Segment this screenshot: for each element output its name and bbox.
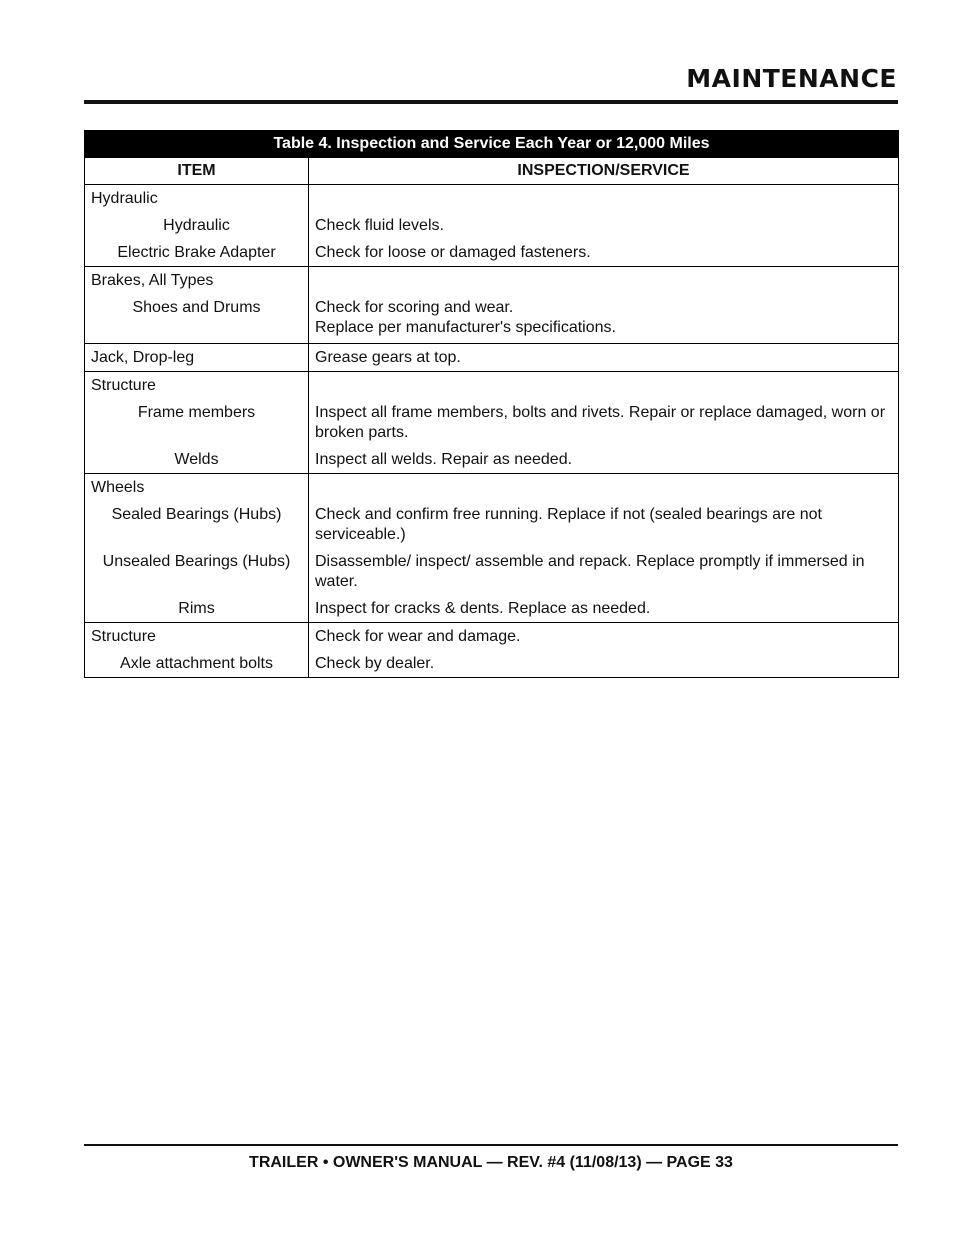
service-cell xyxy=(309,344,899,372)
item-cell xyxy=(85,501,309,548)
service-text: Disassemble/ inspect/ assemble and repack. Replace promptly if immersed in water. xyxy=(315,553,865,590)
service-cell xyxy=(309,399,899,446)
item-cell xyxy=(85,185,309,213)
item-cell xyxy=(85,267,309,295)
table-row xyxy=(85,294,899,344)
service-text: Check for loose or damaged fasteners. xyxy=(315,244,591,261)
service-cell xyxy=(309,548,899,595)
service-text: Check for wear and damage. xyxy=(315,628,521,645)
service-cell xyxy=(309,372,899,400)
item-label: Frame members xyxy=(137,404,256,421)
table-row xyxy=(85,446,899,474)
service-cell xyxy=(309,267,899,295)
table-body xyxy=(85,185,899,678)
service-cell xyxy=(309,294,899,344)
service-cell xyxy=(309,623,899,651)
service-text: Inspect all welds. Repair as needed. xyxy=(315,451,573,468)
section-title: MAINTENANCE xyxy=(686,64,897,93)
service-cell xyxy=(309,650,899,678)
item-cell xyxy=(85,239,309,267)
table-row xyxy=(85,185,899,213)
service-text xyxy=(309,474,898,481)
item-label: Electric Brake Adapter xyxy=(117,244,276,261)
item-label: Axle attachment bolts xyxy=(120,655,273,672)
service-text: Inspect for cracks & dents. Replace as needed. xyxy=(315,600,651,617)
table-row xyxy=(85,344,899,372)
item-label: Rims xyxy=(178,600,215,617)
footer-rule xyxy=(84,1144,898,1146)
table-caption: Table 4. Inspection and Service Each Year or 12,000 Miles xyxy=(85,131,899,158)
table-row xyxy=(85,501,899,548)
table-row xyxy=(85,623,899,651)
service-cell xyxy=(309,446,899,474)
table-row xyxy=(85,650,899,678)
table-row xyxy=(85,474,899,502)
item-cell xyxy=(85,399,309,446)
item-cell xyxy=(85,548,309,595)
item-label: Shoes and Drums xyxy=(132,299,261,316)
table-row xyxy=(85,239,899,267)
column-header-item: ITEM xyxy=(85,158,309,185)
item-label: Jack, Drop-leg xyxy=(91,349,195,366)
service-text xyxy=(309,267,898,274)
inspection-service-table xyxy=(84,130,899,678)
item-cell xyxy=(85,623,309,651)
service-cell xyxy=(309,185,899,213)
item-label: Unsealed Bearings (Hubs) xyxy=(102,553,291,570)
column-header-inspection-service: INSPECTION/SERVICE xyxy=(309,158,899,185)
service-text: Grease gears at top. xyxy=(315,349,461,366)
item-label: Hydraulic xyxy=(163,217,230,234)
table-row xyxy=(85,548,899,595)
item-cell xyxy=(85,212,309,239)
page-footer: TRAILER • OWNER'S MANUAL — REV. #4 (11/08/13) — PAGE 33 xyxy=(249,1154,733,1171)
table-row xyxy=(85,372,899,400)
item-label: Welds xyxy=(174,451,219,468)
item-label: Hydraulic xyxy=(91,190,158,207)
table-caption-row xyxy=(85,131,899,158)
service-cell xyxy=(309,501,899,548)
service-cell xyxy=(309,595,899,623)
item-cell xyxy=(85,372,309,400)
item-cell xyxy=(85,650,309,678)
service-text: Check fluid levels. xyxy=(315,217,444,234)
item-label: Brakes, All Types xyxy=(91,272,214,289)
table-row xyxy=(85,267,899,295)
service-cell xyxy=(309,239,899,267)
service-cell xyxy=(309,474,899,502)
item-label: Wheels xyxy=(91,479,145,496)
table-row xyxy=(85,212,899,239)
service-text: Check and confirm free running. Replace if not (sealed bearings are not serviceable.) xyxy=(315,506,822,543)
item-cell xyxy=(85,595,309,623)
service-text: Inspect all frame members, bolts and rivets. Repair or replace damaged, worn or broken parts. xyxy=(315,404,886,441)
table-header-row xyxy=(85,158,899,185)
item-cell xyxy=(85,474,309,502)
title-rule xyxy=(84,100,898,104)
item-cell xyxy=(85,294,309,344)
service-text xyxy=(309,372,898,379)
service-text: Check for scoring and wear. Replace per manufacturer's specifications. xyxy=(315,299,616,336)
item-cell xyxy=(85,446,309,474)
item-label: Structure xyxy=(91,377,156,394)
service-cell xyxy=(309,212,899,239)
item-label: Structure xyxy=(91,628,156,645)
item-label: Sealed Bearings (Hubs) xyxy=(111,506,282,523)
table-row xyxy=(85,399,899,446)
table-row xyxy=(85,595,899,623)
service-text xyxy=(309,185,898,192)
item-cell xyxy=(85,344,309,372)
service-text: Check by dealer. xyxy=(315,655,435,672)
